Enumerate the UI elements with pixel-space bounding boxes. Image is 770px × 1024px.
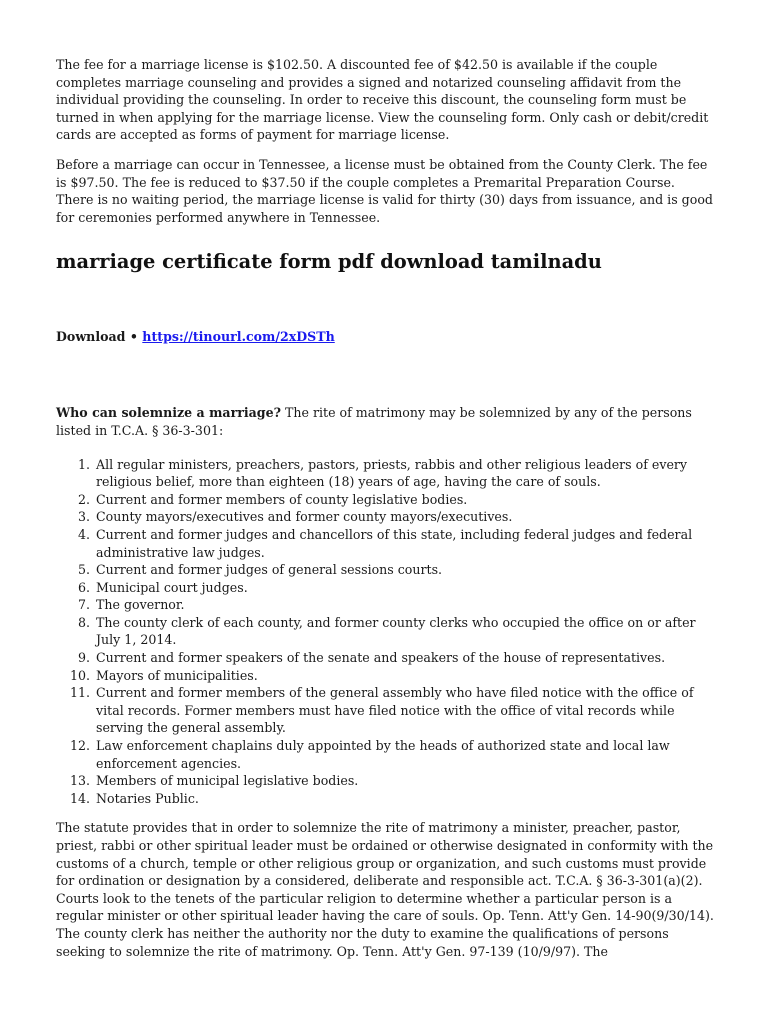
solemnize-intro-text: The rite of matrimony may be solemnized by any of the persons listed in T.C.A. § 36-3-301: bbox=[56, 405, 692, 438]
page-heading: marriage certificate form pdf download tamilnadu bbox=[56, 250, 602, 274]
solemnize-question: Who can solemnize a marriage? bbox=[56, 405, 281, 421]
solemnize-intro-paragraph bbox=[56, 404, 714, 439]
list-item: 10. Mayors of municipalities. bbox=[94, 667, 714, 685]
list-item: 3. County mayors/executives and former county mayors/executives. bbox=[94, 508, 714, 526]
list-item: 12. Law enforcement chaplains duly appointed by the heads of authorized state and local law enforcement agencies. bbox=[94, 737, 714, 772]
list-item: 5. Current and former judges of general sessions courts. bbox=[94, 561, 714, 579]
download-label: Download • bbox=[56, 329, 143, 345]
download-link[interactable]: https://tinourl.com/2xDSTh bbox=[142, 329, 335, 345]
list-item: 13. Members of municipal legislative bodies. bbox=[94, 772, 714, 790]
list-item: 1. All regular ministers, preachers, pastors, priests, rabbis and other religious leaders of every religious belief, more than eighteen (18) years of age, having the care of souls. bbox=[94, 456, 714, 491]
list-item: 6. Municipal court judges. bbox=[94, 579, 714, 597]
license-requirement-paragraph: Before a marriage can occur in Tennessee, a license must be obtained from the County Clerk. The fee is $97.50. The fee is reduced to $37.50 if the couple completes a Premarital Preparation Course. There is no waiting period, the marriage license is valid for thirty (30) days from issuance, and is good for ceremonies performed anywhere in Tennessee. bbox=[56, 156, 713, 225]
list-item: 11. Current and former members of the general assembly who have filed notice with the office of vital records. Former members must have filed notice with the office of vital records while serving the general assembly. bbox=[94, 684, 714, 737]
download-line bbox=[56, 328, 714, 346]
list-item: 4. Current and former judges and chancellors of this state, including federal judges and federal administrative law judges. bbox=[94, 526, 714, 561]
list-item: 7. The governor. bbox=[94, 596, 714, 614]
statute-paragraph: The statute provides that in order to solemnize the rite of matrimony a minister, preacher, pastor, priest, rabbi or other spiritual leader must be ordained or otherwise designated in conformity with the customs of a church, temple or other religious group or organization, and such customs must provide for ordination or designation by a considered, deliberate and responsible act. T.C.A. § 36-3-301(a)(2). Courts look to the tenets of the particular religion to determine whether a particular person is a regular minister or other spiritual leader having the care of souls. Op. Tenn. Att'y Gen. 14-90(9/30/14). The county clerk has neither the authority nor the duty to examine the qualifications of persons seeking to solemnize the rite of matrimony. Op. Tenn. Att'y Gen. 97-139 (10/9/97). The bbox=[56, 820, 714, 959]
list-item: 8. The county clerk of each county, and former county clerks who occupied the office on or after July 1, 2014. bbox=[94, 614, 714, 649]
list-item: 14. Notaries Public. bbox=[94, 790, 714, 808]
list-item: 2. Current and former members of county legislative bodies. bbox=[94, 491, 714, 509]
list-item: 9. Current and former speakers of the senate and speakers of the house of representatives. bbox=[94, 649, 714, 667]
solemnizer-list bbox=[56, 456, 714, 808]
fee-paragraph: The fee for a marriage license is $102.50. A discounted fee of $42.50 is available if the couple completes marriage counseling and provides a signed and notarized counseling affidavit from the individual providing the counseling. In order to receive this discount, the counseling form must be turned in when applying for the marriage license. View the counseling form. Only cash or debit/credit cards are accepted as forms of payment for marriage license. bbox=[56, 57, 709, 143]
